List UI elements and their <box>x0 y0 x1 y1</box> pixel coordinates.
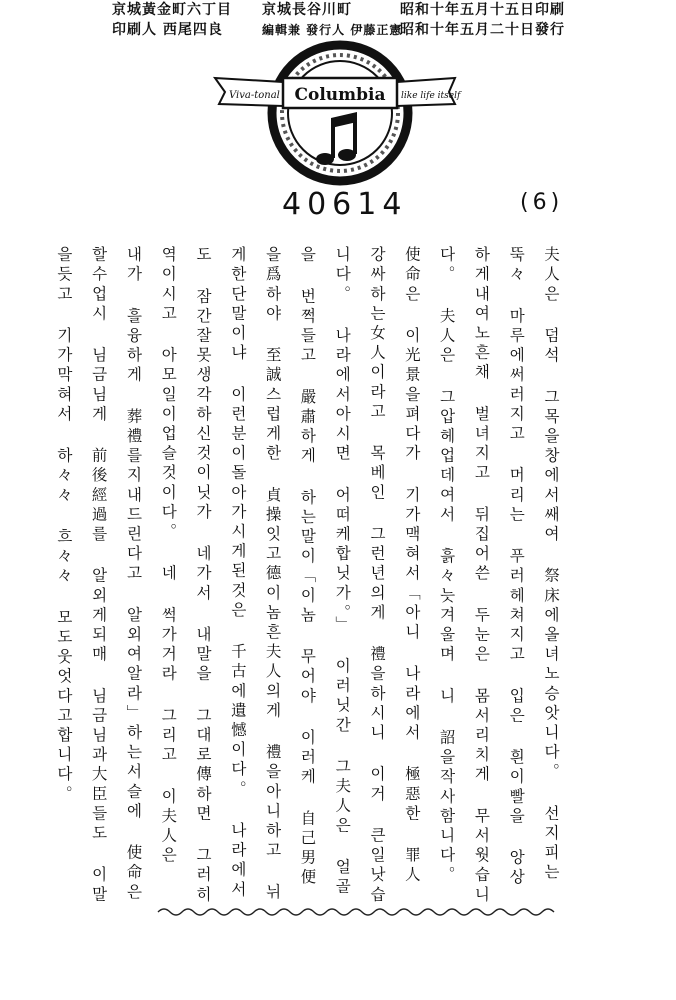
footer-print-dates: 昭和十年五月十五日印刷 昭和十年五月二十日發行 <box>400 2 565 38</box>
svg-text:Viva-tonal: Viva-tonal <box>229 90 280 101</box>
page-number: (6) <box>520 190 564 215</box>
footer-publisher: 京城長谷川町 編輯兼 發行人 伊藤正憲 <box>262 2 403 37</box>
catalog-number: 40614 <box>282 187 408 222</box>
story-text: 夫人은 덤석 그목을창에서쌔여 祭床에올녀노승앗니다。 선지피는 뚝々 마루에써러지고 머리는 푸러헤쳐지고 입은 흰이빨을 앙상하게내여노흔채 벌녀지고 뒤집어쓴 두눈은 몸서리치게 무서웟습니다。 夫人은 그압헤업데여서 흙々늣겨울며 니 詔을작사함니다。 使命은 이光景을펴다가 기가맥혀서「아니 나라에서 極惡한 罪人 강싸하는女人이라고 목베인 그런년의게 禮을하시니 이거 큰일낫습니다。 나라에서아시면 어떠케합닛가。」 이러닛간 그夫人은 얼골을 번쩍들고 嚴肅하게 하는말이「이놈 무어야 이러케 自己男便을爲하야 至誠스럽게한 貞操잇고德이놈흔夫人의게 禮을아니하고 뉘게한단말이냐 이런분이돌아가시게된것은 千古에遺憾이다。 나라에서도 잠간잘못생각하신것이닛가 네가서 내말을 그대로傳하면 그러히역이시고 아모일이업슬것이다。 네 썩가거라 그리고 이夫人은 내가 흘융하게 葬禮를지내드린다고 알외여알라」하는서슬에 使命은할수업시 님금님게 前後經過를 알외게되매 님금님과大臣들도 이말을듯고 기가막혀서 하々々 흐々々 모도웃엇다고합니다。 <box>54 246 560 908</box>
footer-printer: 京城黃金町六丁目 印刷人 西尾四良 <box>112 2 232 38</box>
svg-text:like life itself: like life itself <box>401 91 461 101</box>
wavy-divider <box>158 905 560 919</box>
laurel-wreath-icon <box>272 45 408 181</box>
brand-name: Columbia <box>294 85 386 105</box>
